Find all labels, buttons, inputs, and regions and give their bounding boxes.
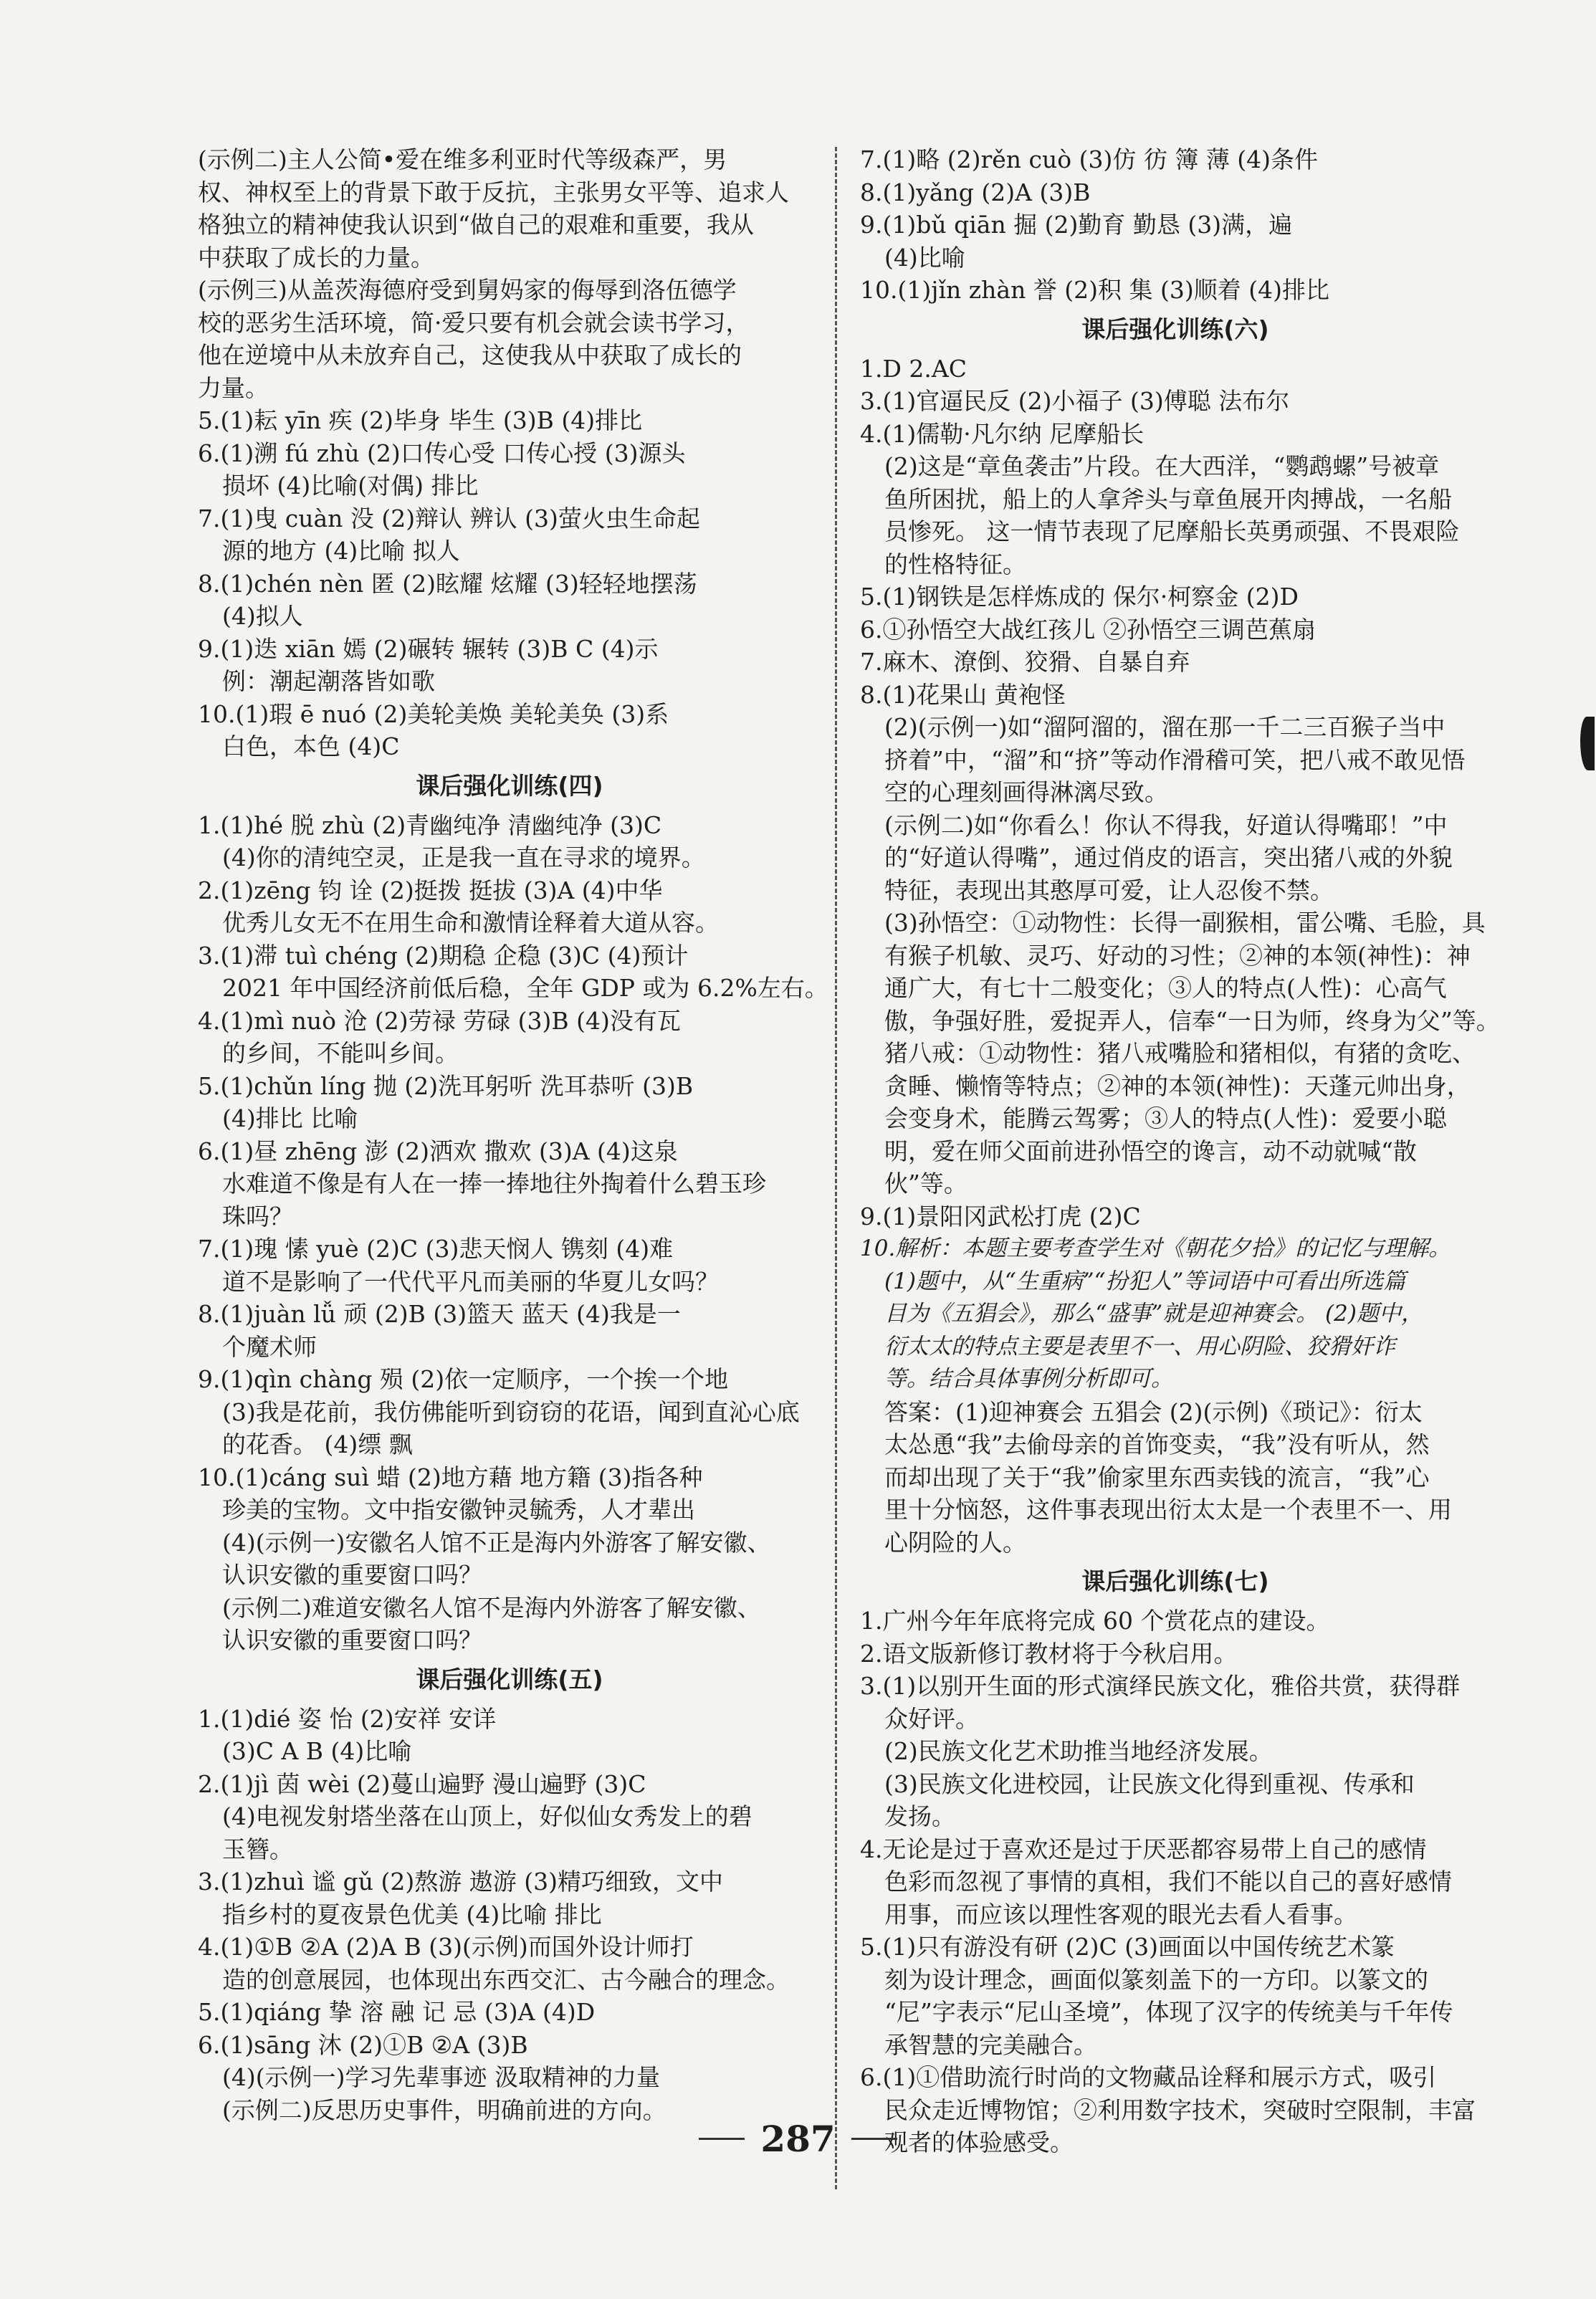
text-line: 特征，表现出其憨厚可爱，让人忍俊不禁。 [884,876,1334,904]
text-line: 的乡间，不能叫乡间。 [222,1039,459,1067]
column-divider [835,147,837,2189]
footer-dash-left [699,2138,745,2140]
text-line: 猪八戒：①动物性：猪八戒嘴脸和猪相似，有猪的贪吃、 [884,1039,1476,1067]
text-line: “尼”字表示“尼山圣境”，体现了汉字的传统美与千年传 [884,1998,1453,2026]
text-line: 1.D 2.AC [860,354,967,383]
text-line: 道不是影响了一代代平凡而美丽的华夏儿女吗？ [222,1267,719,1296]
text-line: 7.(1)略 (2)rěn cuò (3)仿 彷 簿 薄 (4)条件 [860,145,1319,173]
text-line: (4)(示例一)安徽名人馆不正是海内外游客了解安徽、 [222,1528,771,1557]
text-line: 答案：(1)迎神赛会 五猖会 (2)(示例)《琐记》：衍太 [884,1397,1423,1426]
text-line: 优秀儿女无不在用生命和激情诠释着大道从容。 [222,909,719,937]
text-line: 有猴子机敏、灵巧、好动的习性；②神的本领(神性)：神 [884,941,1471,970]
text-line: 10.(1)cáng suì 蜡 (2)地方藉 地方籍 (3)指各种 [198,1463,703,1491]
text-line: 心阴险的人。 [884,1528,1026,1557]
text-line: 1.(1)dié 姿 怡 (2)安祥 安详 [198,1704,497,1733]
text-line: (4)你的清纯空灵，正是我一直在寻求的境界。 [222,843,705,871]
text-line: 空的心理刻画得淋漓尽致。 [884,778,1168,806]
text-line: 5.(1)qiáng 挚 溶 融 记 忌 (3)A (4)D [198,1998,596,2026]
text-line: 等。结合具体事例分析即可。 [884,1366,1173,1392]
text-line: 太怂恿“我”去偷母亲的首饰变卖，“我”没有听从，然 [884,1430,1430,1458]
text-line: (1)题中，从“生重病”“扮犯人”等词语中可看出所选篇 [884,1268,1406,1294]
text-line: 8.(1)chén nèn 匿 (2)眩耀 炫耀 (3)轻轻地摆荡 [198,569,697,598]
text-line: 鱼所困扰，船上的人拿斧头与章鱼展开肉搏战，一名船 [884,484,1452,513]
text-line: 4.无论是过于喜欢还是过于厌恶都容易带上自己的感情 [860,1835,1427,1863]
text-line: (示例二)主人公简•爱在维多利亚时代等级森严，男 [198,145,727,173]
text-line: 5.(1)耘 yīn 疾 (2)毕身 毕生 (3)B (4)排比 [198,406,643,434]
text-line: 9.(1)迭 xiān 嫣 (2)碾转 辗转 (3)B C (4)示 [198,634,659,663]
text-line: 目为《五猖会》，那么“盛事”就是迎神赛会。 (2)题中， [884,1301,1423,1327]
text-line: 权、神权至上的背景下敢于反抗，主张男女平等、追求人 [198,178,789,206]
text-line: 白色，本色 (4)C [222,732,400,760]
text-line: 3.(1)以别开生面的形式演绎民族文化，雅俗共赏，获得群 [860,1672,1461,1700]
text-line: 力量。 [198,373,269,402]
left-column [198,143,828,2126]
text-line: 众好评。 [884,1704,979,1733]
text-line: (示例二)难道安徽名人馆不是海内外游客了解安徽、 [222,1593,761,1622]
text-line: 2.(1)jì 茵 wèi (2)蔓山遍野 漫山遍野 (3)C [198,1769,646,1798]
text-line: 7.(1)瑰 愫 yuè (2)C (3)悲天悯人 镌刻 (4)难 [198,1235,674,1263]
text-line: 里十分恼怒，这件事表现出衍太太是一个表里不一、用 [884,1496,1452,1524]
page-footer [0,2118,1596,2160]
text-line: 会变身术，能腾云驾雾；③人的特点(人性)：爱要小聪 [884,1104,1447,1132]
text-line: 6.(1)①借助流行时尚的文物藏品诠释和展示方式，吸引 [860,2063,1437,2091]
text-line: 认识安徽的重要窗口吗？ [222,1626,482,1654]
text-line: 4.(1)①B ②A (2)A B (3)(示例)而国外设计师打 [198,1933,694,1961]
text-line: (4)(示例一)学习先辈事迹 汲取精神的力量 [222,2063,660,2091]
text-line: 指乡村的夏夜景色优美 (4)比喻 排比 [222,1900,602,1928]
text-line: 挤着”中，“溜”和“挤”等动作滑稽可笑，把八戒不敢见悟 [884,745,1466,774]
text-line: 4.(1)儒勒·凡尔纳 尼摩船长 [860,419,1145,448]
text-line: 4.(1)mì nuò 沧 (2)劳禄 劳碌 (3)B (4)没有瓦 [198,1006,681,1035]
text-line: 他在逆境中从未放弃自己，这使我从中获取了成长的 [198,341,742,369]
text-line: 5.(1)钢铁是怎样炼成的 保尔·柯察金 (2)D [860,583,1299,611]
text-line: (4)排比 比喻 [222,1104,358,1132]
text-line: 玉簪。 [222,1835,293,1863]
text-line: 3.(1)滞 tuì chéng (2)期稳 企稳 (3)C (4)预计 [198,941,689,970]
text-line: 6.(1)sāng 沐 (2)①B ②A (3)B [198,2030,528,2059]
text-line: 水难道不像是有人在一捧一捧地往外掏着什么碧玉珍 [222,1170,766,1198]
text-line: 9.(1)bǔ qiān 掘 (2)勤育 勤恳 (3)满，遍 [860,211,1293,239]
text-line: (3)孙悟空：①动物性：长得一副猴相，雷公嘴、毛脸，具 [884,909,1486,937]
text-line: (2)(示例一)如“溜阿溜的，溜在那一千二三百猴子当中 [884,713,1446,741]
text-line: 民众走近博物馆；②利用数字技术，突破时空限制，丰富 [884,2095,1476,2124]
text-line: 2.(1)zēng 钧 诠 (2)挺拨 挺拔 (3)A (4)中华 [198,876,663,904]
text-line: 6.①孙悟空大战红孩儿 ②孙悟空三调芭蕉扇 [860,615,1316,644]
edge-mark [1580,717,1595,770]
text-line: 明，爱在师父面前进孙悟空的谗言，动不动就喊“散 [884,1137,1417,1165]
right-column [860,143,1500,2159]
text-line: (4)比喻 [884,243,965,272]
text-line: 7.(1)曳 cuàn 没 (2)辩认 辨认 (3)萤火虫生命起 [198,504,700,532]
text-line: 9.(1)qìn chàng 殒 (2)依一定顺序，一个挨一个地 [198,1365,729,1393]
text-line: (示例二)如“你看么！你认不得我，好道认得嘴耶！”中 [884,811,1448,839]
text-line: 珍美的宝物。文中指安徽钟灵毓秀，人才辈出 [222,1496,695,1524]
text-line: 6.(1)溯 fú zhù (2)口传心受 口传心授 (3)源头 [198,439,686,467]
section-heading: 课后强化训练(五) [416,1665,603,1693]
text-line: 8.(1)yǎng (2)A (3)B [860,178,1091,206]
footer-dash-right [851,2138,897,2140]
text-line: 承智慧的完美融合。 [884,2030,1097,2059]
text-line: 通广大，有七十二般变化；③人的特点(人性)：心高气 [884,974,1447,1002]
text-line: 色彩而忽视了事情的真相，我们不能以自己的喜好感情 [884,1868,1452,1896]
text-line: 个魔术师 [222,1332,317,1361]
page-number: 287 [760,2118,836,2160]
text-line: 校的恶劣生活环境，简·爱只要有机会就会读书学习， [198,308,750,337]
text-line: 刻为设计理念，画面似篆刻盖下的一方印。以篆文的 [884,1965,1428,1994]
text-line: 3.(1)zhuì 谧 gǔ (2)熬游 遨游 (3)精巧细致，文中 [198,1868,723,1896]
text-line: 1.广州今年年底将完成 60 个赏花点的建设。 [860,1607,1330,1635]
section-heading: 课后强化训练(六) [1081,315,1269,343]
text-line: (4)电视发射塔坐落在山顶上，好似仙女秀发上的碧 [222,1802,752,1830]
text-line: 6.(1)昼 zhēng 澎 (2)洒欢 撒欢 (3)A (4)这泉 [198,1137,678,1165]
text-line: (示例二)反思历史事件，明确前进的方向。 [222,2095,666,2124]
text-line: 的花香。 (4)缥 飘 [222,1430,413,1458]
text-line: (2)这是“章鱼袭击”片段。在大西洋，“鹦鹉螺”号被章 [884,452,1440,480]
text-line: 10.(1)jǐn zhàn 誉 (2)积 集 (3)顺着 (4)排比 [860,276,1330,304]
text-line: (示例三)从盖茨海德府受到舅妈家的侮辱到洛伍德学 [198,276,737,304]
text-line: 观者的体验感受。 [884,2128,1074,2156]
text-line: 源的地方 (4)比喻 拟人 [222,537,460,565]
text-line: 8.(1)花果山 黄袍怪 [860,680,1066,709]
text-line: 7.麻木、潦倒、狡猾、自暴自弃 [860,648,1190,676]
text-line: 的“好道认得嘴”，通过俏皮的语言，突出猪八戒的外貌 [884,843,1453,871]
text-line: 2.语文版新修订教材将于今秋启用。 [860,1639,1238,1668]
text-line: 10.解析：本题主要考查学生对《朝花夕拾》的记忆与理解。 [860,1235,1451,1261]
text-line: 损坏 (4)比喻(对偶) 排比 [222,472,479,500]
text-line: 2021 年中国经济前低后稳，全年 GDP 或为 6.2%左右。 [222,974,828,1002]
text-line: (3)民族文化进校园，让民族文化得到重视、传承和 [884,1769,1415,1798]
text-line: 5.(1)chǔn líng 抛 (2)洗耳躬听 洗耳恭听 (3)B [198,1071,694,1100]
text-line: 用事，而应该以理性客观的眼光去看人看事。 [884,1900,1357,1928]
text-line: 格独立的精神使我认识到“做自己的艰难和重要，我从 [198,211,754,239]
text-line: 傲，争强好胜，爱捉弄人，信奉“一日为师，终身为父”等。 [884,1006,1500,1035]
text-line: 伙”等。 [884,1170,967,1198]
text-line: 珠吗？ [222,1202,293,1230]
text-line: 员惨死。 这一情节表现了尼摩船长英勇顽强、不畏艰险 [884,517,1460,545]
text-line: (4)拟人 [222,602,303,630]
text-line: (2)民族文化艺术助推当地经济发展。 [884,1737,1273,1765]
text-line: 9.(1)景阳冈武松打虎 (2)C [860,1202,1141,1230]
text-line: 发扬。 [884,1802,955,1830]
text-line: 而却出现了关于“我”偷家里东西卖钱的流言，“我”心 [884,1463,1430,1491]
text-line: 例：潮起潮落皆如歌 [222,667,435,695]
text-line: 10.(1)瑕 ē nuó (2)美轮美焕 美轮美奂 (3)系 [198,699,669,728]
text-line: 1.(1)hé 脱 zhù (2)青幽纯净 清幽纯净 (3)C [198,811,662,839]
text-line: (3)C A B (4)比喻 [222,1737,412,1765]
section-heading: 课后强化训练(七) [1081,1567,1269,1596]
section-heading: 课后强化训练(四) [416,771,603,800]
text-line: 认识安徽的重要窗口吗？ [222,1561,482,1589]
text-line: 5.(1)只有游没有研 (2)C (3)画面以中国传统艺术篆 [860,1933,1395,1961]
text-line: 造的创意展园，也体现出东西交汇、古今融合的理念。 [222,1965,790,1994]
text-line: 3.(1)官逼民反 (2)小福子 (3)傅聪 法布尔 [860,387,1290,415]
text-line: 中获取了成长的力量。 [198,243,434,272]
text-line: (3)我是花前，我仿佛能听到窃窃的花语，闻到直沁心底 [222,1397,800,1426]
text-line: 的性格特征。 [884,550,1026,578]
text-line: 8.(1)juàn lǚ 顽 (2)B (3)篮天 蓝天 (4)我是一 [198,1300,681,1328]
text-line: 衍太太的特点主要是表里不一、用心阴险、狡猾奸诈 [884,1333,1395,1359]
text-line: 贪睡、懒惰等特点；②神的本领(神性)：天蓬元帅出身， [884,1071,1471,1100]
